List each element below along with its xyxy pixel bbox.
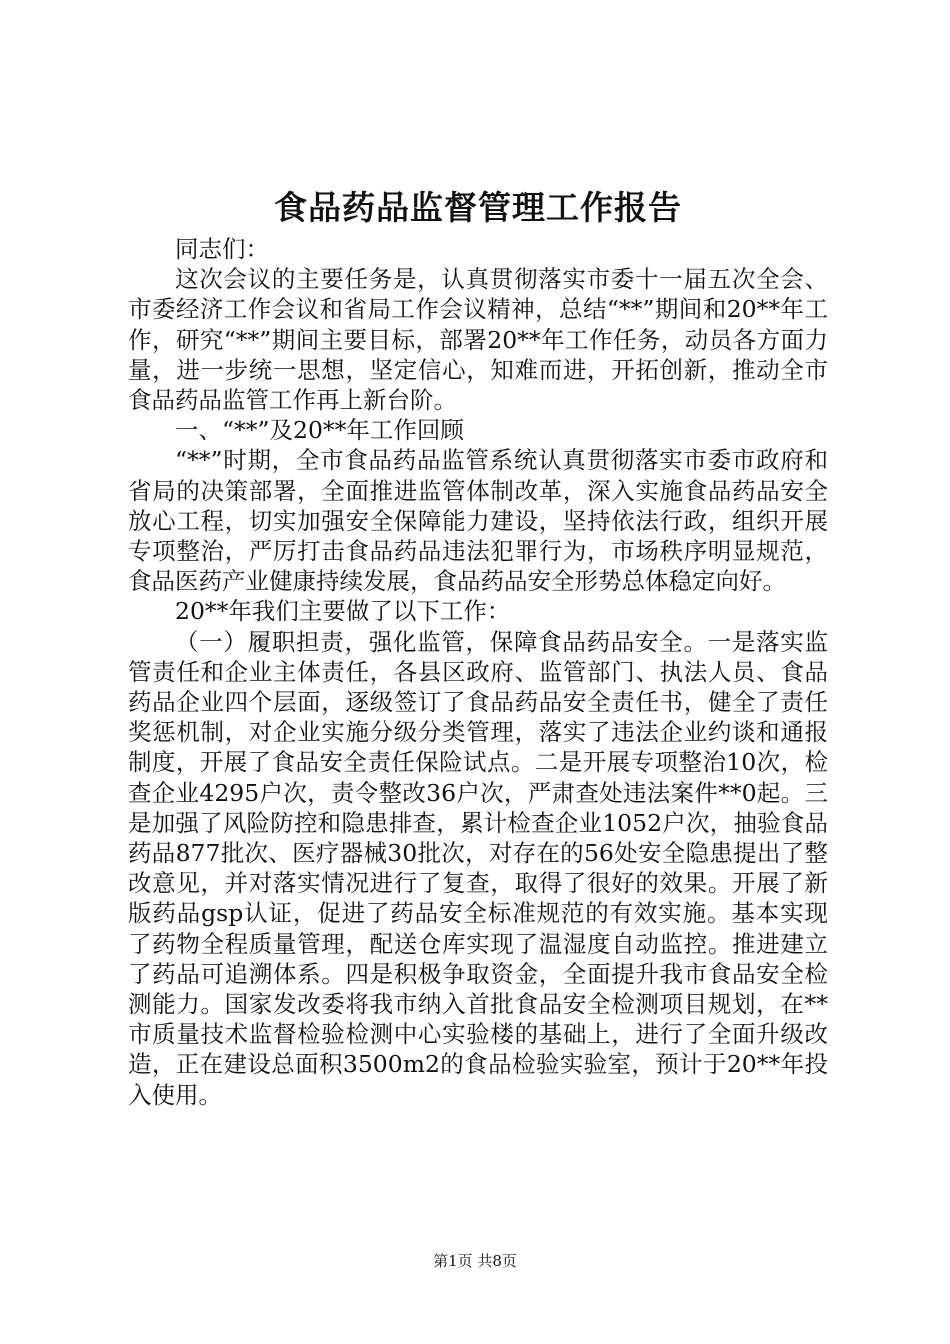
paragraph-supervision-details: （一）履职担责，强化监管，保障食品药品安全。一是落实监管责任和企业主体责任，各县区政府、监管部门、执法人员、食品药品企业四个层面，逐级签订了食品药品安全责任书，健全了责任奖惩机制，对企业实施分级分类管理，落实了违法企业约谈和通报制度，开展了食品安全责任保险试点。二是开展专项整治10次，检查企业4295户次，责令整改36户次，严肃查处违法案件**0起。三是加强了风险防控和隐患排查，累计检查企业1052户次，抽验食品药品877批次、医疗器械30批次，对存在的56处安全隐患提出了整改意见，并对落实情况进行了复查，取得了很好的效果。开展了新版药品gsp认证，促进了药品安全标准规范的有效实施。基本实现了药物全程质量管理，配送仓库实现了温湿度自动监控。推进建立了药品可追溯体系。四是积极争取资金，全面提升我市食品安全检测能力。国家发改委将我市纳入首批食品安全检测项目规划，在**市质量技术监督检验检测中心实验楼的基础上，进行了全面升级改造，正在建设总面积3500m2的食品检验实验室，预计于20**年投入使用。 bbox=[128, 627, 828, 1109]
paragraph-work-intro: 20**年我们主要做了以下工作： bbox=[175, 597, 511, 626]
page-indicator: 第1页 共8页 bbox=[433, 1252, 517, 1270]
document-title: 食品药品监督管理工作报告 bbox=[274, 188, 682, 227]
page-footer bbox=[0, 1251, 950, 1271]
paragraph-meeting-tasks: 这次会议的主要任务是，认真贯彻落实市委十一届五次全会、市委经济工作会议和省局工作会议精神，总结“**”期间和20**年工作，研究“**”期间主要目标，部署20**年工作任务，动员各方面力量，进一步统一思想，坚定信心，知难而进，开拓创新，推动全市食品药品监管工作再上新台阶。 bbox=[128, 265, 828, 415]
document-page bbox=[128, 182, 828, 1110]
paragraph-salutation: 同志们： bbox=[175, 235, 269, 263]
document-body bbox=[128, 234, 828, 1110]
section-heading-review: 一、“**”及20**年工作回顾 bbox=[175, 416, 464, 445]
paragraph-period-summary: “**”时期，全市食品药品监管系统认真贯彻落实市委市政府和省局的决策部署，全面推进监管体制改革，深入实施食品药品安全放心工程，切实加强安全保障能力建设，坚持依法行政，组织开展专项整治，严厉打击食品药品违法犯罪行为，市场秩序明显规范，食品医药产业健康持续发展，食品药品安全形势总体稳定向好。 bbox=[128, 446, 828, 596]
